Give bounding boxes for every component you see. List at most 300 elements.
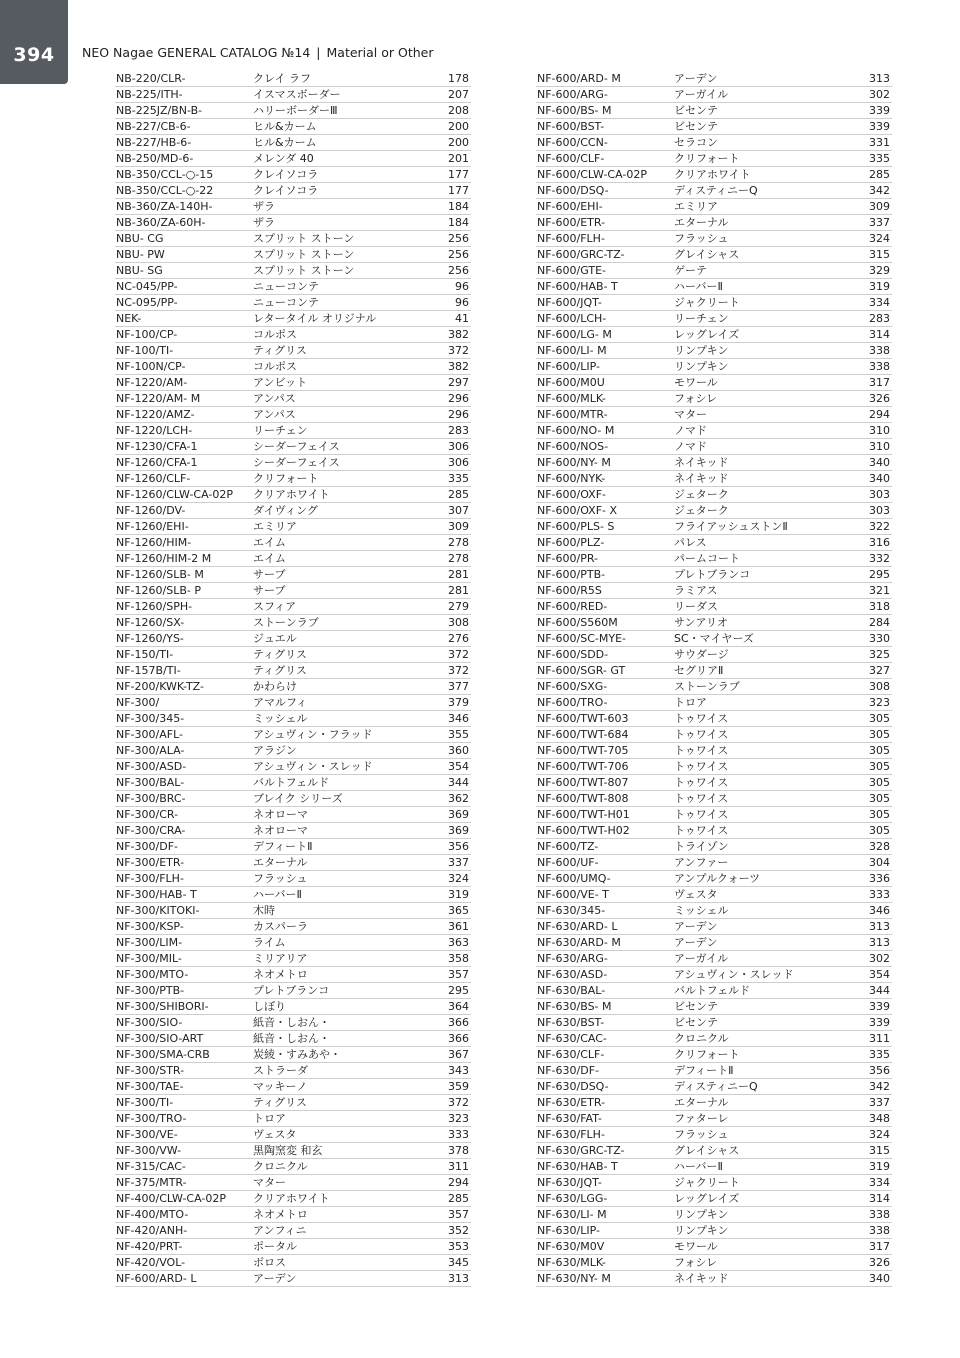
index-row xyxy=(536,1127,892,1143)
product-name: セグリアⅡ xyxy=(674,664,724,677)
index-row xyxy=(115,999,471,1015)
product-page: 313 xyxy=(869,920,890,933)
product-code: NB-360/ZA-60H- xyxy=(116,216,206,229)
product-page: 343 xyxy=(448,1064,469,1077)
index-row xyxy=(536,759,892,775)
product-name: ジェターク xyxy=(674,504,729,517)
product-name: フラッシュ xyxy=(674,1128,729,1141)
product-page: 334 xyxy=(869,296,890,309)
product-name: ヒル&カーム xyxy=(253,136,317,149)
index-row xyxy=(115,855,471,871)
product-code: NF-600/TWT-603 xyxy=(537,712,629,725)
product-name: ミッシェル xyxy=(253,712,308,725)
product-name: ビセンテ xyxy=(674,1000,718,1013)
product-code: NF-600/SDD- xyxy=(537,648,609,661)
product-page: 309 xyxy=(869,200,890,213)
product-name: ハーバーⅡ xyxy=(674,280,723,293)
product-page: 344 xyxy=(448,776,469,789)
product-page: 327 xyxy=(869,664,890,677)
product-code: NF-1230/CFA-1 xyxy=(116,440,198,453)
product-name: クロニクル xyxy=(253,1160,308,1173)
product-name: クリアホワイト xyxy=(253,1192,330,1205)
product-name: クリアホワイト xyxy=(253,488,330,501)
product-page: 285 xyxy=(869,168,890,181)
product-code: NF-420/ANH- xyxy=(116,1224,188,1237)
product-page: 201 xyxy=(448,152,469,165)
product-code: NF-600/BS- M xyxy=(537,104,612,117)
product-page: 315 xyxy=(869,1144,890,1157)
product-page: 285 xyxy=(448,488,469,501)
product-code: NF-300/DF- xyxy=(116,840,178,853)
product-name: トゥワイス xyxy=(674,824,729,837)
product-page: 338 xyxy=(869,1224,890,1237)
index-row xyxy=(115,903,471,919)
product-code: NF-300/345- xyxy=(116,712,185,725)
product-name: ティグリス xyxy=(253,648,307,661)
product-code: NF-300/KITOKI- xyxy=(116,904,200,917)
product-code: NF-600/LI- M xyxy=(537,344,607,357)
product-code: NF-630/M0V xyxy=(537,1240,605,1253)
product-page: 305 xyxy=(869,712,890,725)
product-name: トゥワイス xyxy=(674,760,729,773)
product-name: エミリア xyxy=(674,200,718,213)
product-name: エターナル xyxy=(674,216,729,229)
product-name: ティグリス xyxy=(253,1096,307,1109)
index-row xyxy=(536,1207,892,1223)
product-name: ティグリス xyxy=(253,664,307,677)
product-code: NF-600/TWT-807 xyxy=(537,776,629,789)
index-row xyxy=(115,1031,471,1047)
index-row xyxy=(115,135,471,151)
product-page: 283 xyxy=(869,312,890,325)
product-code: NF-300/SIO- xyxy=(116,1016,183,1029)
product-code: NF-300/ALA- xyxy=(116,744,185,757)
product-name: トゥワイス xyxy=(674,792,729,805)
product-page: 340 xyxy=(869,456,890,469)
product-page: 302 xyxy=(869,952,890,965)
product-code: NF-600/GTE- xyxy=(537,264,606,277)
index-row xyxy=(536,1271,892,1287)
product-page: 356 xyxy=(448,840,469,853)
index-row xyxy=(115,391,471,407)
product-name: ブレイク シリーズ xyxy=(253,792,343,805)
product-page: 369 xyxy=(448,824,469,837)
product-code: NB-350/CCL-○-22 xyxy=(116,184,214,197)
product-name: ファターレ xyxy=(674,1112,729,1125)
product-code: NF-600/CCN- xyxy=(537,136,608,149)
product-name: マター xyxy=(674,408,707,421)
index-row xyxy=(115,743,471,759)
product-name: エイム xyxy=(253,536,286,549)
product-page: 314 xyxy=(869,1192,890,1205)
index-row xyxy=(536,359,892,375)
product-name: ヴェスタ xyxy=(674,888,718,901)
product-name: デフィートⅡ xyxy=(674,1064,734,1077)
product-page: 319 xyxy=(869,1160,890,1173)
index-row xyxy=(115,759,471,775)
product-name: フォシレ xyxy=(674,1256,718,1269)
index-row xyxy=(115,327,471,343)
product-code: NF-600/SC-MYE- xyxy=(537,632,626,645)
product-name: マター xyxy=(253,1176,286,1189)
index-row xyxy=(115,471,471,487)
index-row xyxy=(536,775,892,791)
product-name: コルポス xyxy=(253,360,297,373)
index-row xyxy=(115,631,471,647)
product-code: NF-600/OXF- xyxy=(537,488,607,501)
product-page: 296 xyxy=(448,408,469,421)
product-code: NF-600/LCH- xyxy=(537,312,607,325)
product-code: NF-600/UF- xyxy=(537,856,599,869)
product-name: モワール xyxy=(674,1240,718,1253)
product-page: 335 xyxy=(869,1048,890,1061)
index-row xyxy=(536,743,892,759)
product-code: NF-300/MIL- xyxy=(116,952,182,965)
index-row xyxy=(115,951,471,967)
product-name: イスマスボーダー xyxy=(253,88,341,101)
product-page: 358 xyxy=(448,952,469,965)
product-code: NF-157B/TI- xyxy=(116,664,181,677)
product-code: NF-300/SIO-ART xyxy=(116,1032,204,1045)
product-name: サンアリオ xyxy=(674,616,728,629)
product-name: トロア xyxy=(674,696,707,709)
index-row xyxy=(115,167,471,183)
product-code: NF-600/NO- M xyxy=(537,424,615,437)
index-row xyxy=(115,375,471,391)
product-name: アンパス xyxy=(253,408,296,421)
index-row xyxy=(536,1239,892,1255)
index-row xyxy=(536,1047,892,1063)
product-name: フラッシュ xyxy=(253,872,308,885)
product-page: 319 xyxy=(448,888,469,901)
product-name: ニューコンテ xyxy=(253,296,319,309)
product-name: ハーバーⅡ xyxy=(674,1160,723,1173)
product-name: ネイキッド xyxy=(674,472,729,485)
product-code: NF-300/MTO- xyxy=(116,968,189,981)
product-name: ジェターク xyxy=(674,488,729,501)
product-page: 295 xyxy=(869,568,890,581)
product-code: NF-600/TWT-705 xyxy=(537,744,629,757)
product-name: ストーンラブ xyxy=(253,616,319,629)
index-row xyxy=(115,231,471,247)
index-row xyxy=(115,663,471,679)
product-code: NF-1260/DV- xyxy=(116,504,186,517)
product-name: エターナル xyxy=(253,856,308,869)
product-page: 357 xyxy=(448,968,469,981)
product-code: NF-630/ARD- M xyxy=(537,936,621,949)
product-code: NF-600/ETR- xyxy=(537,216,606,229)
index-row xyxy=(536,263,892,279)
product-page: 364 xyxy=(448,1000,469,1013)
product-code: NF-1260/SLB- M xyxy=(116,568,204,581)
product-page: 281 xyxy=(448,568,469,581)
product-name: バルトフェルド xyxy=(674,984,751,997)
index-row xyxy=(115,263,471,279)
product-page: 354 xyxy=(448,760,469,773)
index-row xyxy=(536,103,892,119)
index-row xyxy=(536,583,892,599)
index-column-right xyxy=(536,71,892,1287)
product-page: 313 xyxy=(448,1272,469,1285)
product-page: 200 xyxy=(448,120,469,133)
index-row xyxy=(536,1063,892,1079)
product-page: 338 xyxy=(869,1208,890,1221)
product-code: NF-600/TWT-706 xyxy=(537,760,629,773)
product-code: NF-600/ARD- L xyxy=(116,1272,197,1285)
index-row xyxy=(536,1095,892,1111)
product-name: アーデン xyxy=(674,936,718,949)
index-row xyxy=(115,103,471,119)
product-name: パレス xyxy=(674,536,707,549)
index-row xyxy=(115,71,471,87)
product-name: サーブ xyxy=(253,584,286,597)
product-code: NF-1260/CFA-1 xyxy=(116,456,198,469)
product-name: リンプキン xyxy=(674,1224,729,1237)
product-page: 310 xyxy=(869,440,890,453)
product-name: シーダーフェイス xyxy=(253,440,340,453)
index-row xyxy=(536,327,892,343)
product-name: ジュエル xyxy=(253,632,297,645)
index-row xyxy=(115,1207,471,1223)
product-name: アンビット xyxy=(253,376,308,389)
index-row xyxy=(115,919,471,935)
product-code: NF-300/KSP- xyxy=(116,920,184,933)
product-page: 311 xyxy=(448,1160,469,1173)
product-code: NB-250/MD-6- xyxy=(116,152,194,165)
product-page: 354 xyxy=(869,968,890,981)
product-code: NF-300/SHIBORI- xyxy=(116,1000,209,1013)
index-row xyxy=(536,903,892,919)
index-row xyxy=(536,615,892,631)
product-name: アーデン xyxy=(674,72,718,85)
product-name: ネオメトロ xyxy=(253,1208,308,1221)
index-row xyxy=(115,727,471,743)
index-row xyxy=(115,1255,471,1271)
product-name: ザラ xyxy=(253,200,275,213)
index-row xyxy=(536,983,892,999)
index-row xyxy=(536,183,892,199)
product-code: NF-630/LIP- xyxy=(537,1224,600,1237)
product-name: メレンダ 40 xyxy=(253,152,314,165)
index-row xyxy=(536,727,892,743)
product-page: 378 xyxy=(448,1144,469,1157)
product-name: リーチェン xyxy=(253,424,308,437)
product-name: コルポス xyxy=(253,328,297,341)
product-name: レッグレイズ xyxy=(674,1192,740,1205)
product-page: 372 xyxy=(448,648,469,661)
product-page: 352 xyxy=(448,1224,469,1237)
product-code: NF-630/ARD- L xyxy=(537,920,618,933)
product-code: NF-600/BST- xyxy=(537,120,605,133)
product-page: 339 xyxy=(869,120,890,133)
product-code: NF-1260/CLW-CA-02P xyxy=(116,488,233,501)
index-row xyxy=(536,855,892,871)
index-row xyxy=(536,487,892,503)
product-code: NB-227/HB-6- xyxy=(116,136,192,149)
product-code: NB-225/ITH- xyxy=(116,88,183,101)
product-code: NF-300/ xyxy=(116,696,160,709)
product-name: クリフォート xyxy=(253,472,319,485)
product-name: アーガイル xyxy=(674,88,729,101)
product-code: NF-1260/HIM-2 M xyxy=(116,552,212,565)
product-code: NF-420/PRT- xyxy=(116,1240,183,1253)
index-row xyxy=(115,887,471,903)
index-row xyxy=(536,279,892,295)
product-page: 348 xyxy=(869,1112,890,1125)
index-row xyxy=(115,199,471,215)
product-page: 363 xyxy=(448,936,469,949)
product-code: NF-100/TI- xyxy=(116,344,174,357)
product-page: 256 xyxy=(448,264,469,277)
product-page: 281 xyxy=(448,584,469,597)
index-row xyxy=(115,695,471,711)
index-row xyxy=(536,919,892,935)
product-code: NF-300/STR- xyxy=(116,1064,185,1077)
product-page: 315 xyxy=(869,248,890,261)
product-name: クロニクル xyxy=(674,1032,729,1045)
product-code: NF-300/AFL- xyxy=(116,728,183,741)
product-code: NF-400/MTO- xyxy=(116,1208,189,1221)
product-page: 307 xyxy=(448,504,469,517)
product-page: 296 xyxy=(448,392,469,405)
product-code: NF-315/CAC- xyxy=(116,1160,186,1173)
index-row xyxy=(115,1127,471,1143)
index-row xyxy=(536,215,892,231)
product-code: NF-600/RED- xyxy=(537,600,608,613)
product-page: 303 xyxy=(869,488,890,501)
index-row xyxy=(115,839,471,855)
product-code: NF-600/LG- M xyxy=(537,328,612,341)
index-column-left xyxy=(115,71,471,1287)
index-row xyxy=(115,967,471,983)
product-page: 207 xyxy=(448,88,469,101)
product-page: 335 xyxy=(448,472,469,485)
index-row xyxy=(536,791,892,807)
product-code: NF-600/NY- M xyxy=(537,456,611,469)
product-code: NF-300/HAB- T xyxy=(116,888,197,901)
product-page: 306 xyxy=(448,440,469,453)
product-page: 346 xyxy=(869,904,890,917)
index-row xyxy=(115,455,471,471)
index-row xyxy=(115,1015,471,1031)
index-row xyxy=(536,567,892,583)
product-page: 328 xyxy=(869,840,890,853)
product-name: リーダス xyxy=(674,600,718,613)
product-page: 338 xyxy=(869,344,890,357)
index-row xyxy=(536,439,892,455)
product-name: スプリット ストーン xyxy=(253,264,355,277)
product-code: NF-630/BAL- xyxy=(537,984,606,997)
product-code: NF-630/BS- M xyxy=(537,1000,612,1013)
product-page: 318 xyxy=(869,600,890,613)
product-name: ビセンテ xyxy=(674,120,718,133)
index-row xyxy=(536,951,892,967)
product-name: アーデン xyxy=(253,1272,297,1285)
product-page: 337 xyxy=(448,856,469,869)
product-page: 321 xyxy=(869,584,890,597)
product-name: グレイシャス xyxy=(674,248,740,261)
index-row xyxy=(115,551,471,567)
product-name: アラジン xyxy=(253,744,297,757)
product-name: 紙音・しおん・ xyxy=(253,1016,330,1029)
product-code: NF-300/CRA- xyxy=(116,824,186,837)
product-code: NF-630/LI- M xyxy=(537,1208,607,1221)
product-page: 317 xyxy=(869,1240,890,1253)
index-row xyxy=(536,135,892,151)
index-row xyxy=(536,247,892,263)
product-code: NF-630/FLH- xyxy=(537,1128,605,1141)
product-code: NF-375/MTR- xyxy=(116,1176,187,1189)
index-row xyxy=(536,631,892,647)
product-code: NF-600/PLZ- xyxy=(537,536,605,549)
index-row xyxy=(115,295,471,311)
product-code: NF-630/GRC-TZ- xyxy=(537,1144,625,1157)
index-row xyxy=(115,775,471,791)
product-code: NF-600/SXG- xyxy=(537,680,608,693)
product-code: NF-600/CLW-CA-02P xyxy=(537,168,647,181)
product-code: NEK- xyxy=(116,312,142,325)
product-page: 356 xyxy=(869,1064,890,1077)
product-page: 323 xyxy=(869,696,890,709)
product-code: NBU- SG xyxy=(116,264,163,277)
index-row xyxy=(115,359,471,375)
product-name: クリアホワイト xyxy=(674,168,751,181)
product-page: 276 xyxy=(448,632,469,645)
product-name: クリフォート xyxy=(674,152,740,165)
product-code: NBU- CG xyxy=(116,232,164,245)
product-code: NF-630/CLF- xyxy=(537,1048,605,1061)
product-page: 357 xyxy=(448,1208,469,1221)
product-name: アンファー xyxy=(674,856,729,869)
product-code: NF-300/LIM- xyxy=(116,936,183,949)
product-name: ノマド xyxy=(674,440,707,453)
index-row xyxy=(536,407,892,423)
product-name: プレトブランコ xyxy=(253,984,330,997)
product-code: NF-600/EHI- xyxy=(537,200,603,213)
catalog-header xyxy=(82,45,434,60)
index-row xyxy=(115,87,471,103)
product-name: ネイキッド xyxy=(674,456,729,469)
index-row xyxy=(536,1159,892,1175)
product-page: 355 xyxy=(448,728,469,741)
product-code: NF-600/HAB- T xyxy=(537,280,618,293)
index-row xyxy=(536,391,892,407)
product-code: NF-1260/YS- xyxy=(116,632,184,645)
product-code: NF-600/TWT-808 xyxy=(537,792,629,805)
product-code: NF-600/M0U xyxy=(537,376,605,389)
product-page: 339 xyxy=(869,104,890,117)
product-code: NF-630/DSQ- xyxy=(537,1080,609,1093)
product-name: マッキーノ xyxy=(253,1080,308,1093)
product-code: NF-300/ETR- xyxy=(116,856,185,869)
product-page: 297 xyxy=(448,376,469,389)
product-name: サーブ xyxy=(253,568,286,581)
product-page: 256 xyxy=(448,232,469,245)
index-row xyxy=(536,535,892,551)
product-code: NF-1260/SX- xyxy=(116,616,185,629)
product-name: トゥワイス xyxy=(674,808,729,821)
product-page: 365 xyxy=(448,904,469,917)
index-row xyxy=(115,935,471,951)
product-page: 324 xyxy=(869,1128,890,1141)
product-code: NF-630/FAT- xyxy=(537,1112,602,1125)
product-code: NF-300/VE- xyxy=(116,1128,178,1141)
index-row xyxy=(536,519,892,535)
product-name: ディスティニーQ xyxy=(674,184,758,197)
product-name: リンプキン xyxy=(674,1208,729,1221)
product-code: NF-400/CLW-CA-02P xyxy=(116,1192,226,1205)
index-row xyxy=(536,663,892,679)
